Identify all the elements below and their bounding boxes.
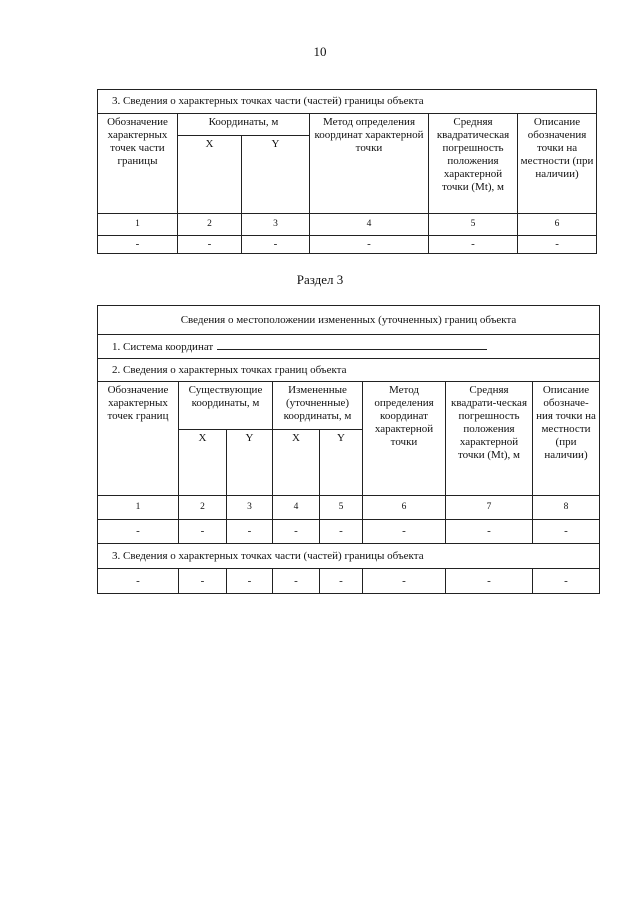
table-caption: 3. Сведения о характерных точках части (частей) границы объекта	[98, 90, 597, 114]
cell-value: -	[310, 236, 429, 254]
cell-value: -	[446, 520, 533, 544]
cell-value: -	[178, 236, 242, 254]
table-subcaption: 3. Сведения о характерных точках части (частей) границы объекта	[98, 544, 600, 569]
header-existing-x: X	[179, 430, 227, 496]
header-changed-x: X	[273, 430, 320, 496]
cell-value: -	[533, 520, 600, 544]
coordinate-system-blank	[217, 339, 487, 350]
cell-value: -	[320, 520, 363, 544]
header-method: Метод определения координат характерной точки	[310, 114, 429, 214]
header-changed-y: Y	[320, 430, 363, 496]
cell-value: -	[98, 236, 178, 254]
cell-value: -	[98, 569, 179, 594]
header-y: Y	[242, 136, 310, 214]
header-coordinates: Координаты, м	[178, 114, 310, 136]
column-number: 4	[310, 214, 429, 236]
cell-value: -	[518, 236, 597, 254]
cell-value: -	[98, 520, 179, 544]
cell-value: -	[273, 569, 320, 594]
column-number: 5	[320, 496, 363, 520]
column-number: 3	[242, 214, 310, 236]
cell-value: -	[227, 520, 273, 544]
column-number: 4	[273, 496, 320, 520]
column-number: 7	[446, 496, 533, 520]
table-subcaption: 2. Сведения о характерных точках границ объекта	[98, 359, 600, 382]
column-number: 2	[178, 214, 242, 236]
cell-value: -	[363, 520, 446, 544]
column-number: 1	[98, 214, 178, 236]
table-caption: Сведения о местоположении измененных (уточненных) границ объекта	[98, 306, 600, 335]
header-mean-error: Средняя квадратическая погрешность положения характерной точки (Mt), м	[429, 114, 518, 214]
coordinate-system-label: 1. Система координат	[112, 341, 214, 353]
column-number: 8	[533, 496, 600, 520]
cell-value: -	[273, 520, 320, 544]
header-point-designation: Обозначение характерных точек части границы	[98, 114, 178, 214]
changed-boundaries-table	[97, 305, 600, 594]
part-boundary-points-table	[97, 89, 597, 254]
cell-value: -	[363, 569, 446, 594]
header-mean-error: Средняя квадрати-ческая погрешность положения характерной точки (Mt), м	[446, 382, 533, 496]
page-number: 10	[313, 44, 327, 59]
column-number: 3	[227, 496, 273, 520]
table-row	[98, 569, 600, 594]
cell-value: -	[227, 569, 273, 594]
coordinate-system-row	[98, 335, 600, 359]
cell-value: -	[446, 569, 533, 594]
column-number: 2	[179, 496, 227, 520]
table-row	[98, 236, 597, 254]
header-existing-y: Y	[227, 430, 273, 496]
cell-value: -	[179, 569, 227, 594]
header-existing-coordinates: Существующие координаты, м	[179, 382, 273, 430]
header-x: X	[178, 136, 242, 214]
cell-value: -	[429, 236, 518, 254]
cell-value: -	[179, 520, 227, 544]
cell-value: -	[242, 236, 310, 254]
cell-value: -	[320, 569, 363, 594]
column-number: 5	[429, 214, 518, 236]
table-row	[98, 520, 600, 544]
column-number: 6	[518, 214, 597, 236]
column-number: 1	[98, 496, 179, 520]
header-description: Описание обозначе-ния точки на местности (при наличии)	[533, 382, 600, 496]
header-description: Описание обозначения точки на местности (при наличии)	[518, 114, 597, 214]
column-number: 6	[363, 496, 446, 520]
header-method: Метод определения координат характерной точки	[363, 382, 446, 496]
header-changed-coordinates: Измененные (уточненные) координаты, м	[273, 382, 363, 430]
cell-value: -	[533, 569, 600, 594]
header-point-designation: Обозначение характерных точек границ	[98, 382, 179, 496]
section-title: Раздел 3	[296, 272, 344, 287]
